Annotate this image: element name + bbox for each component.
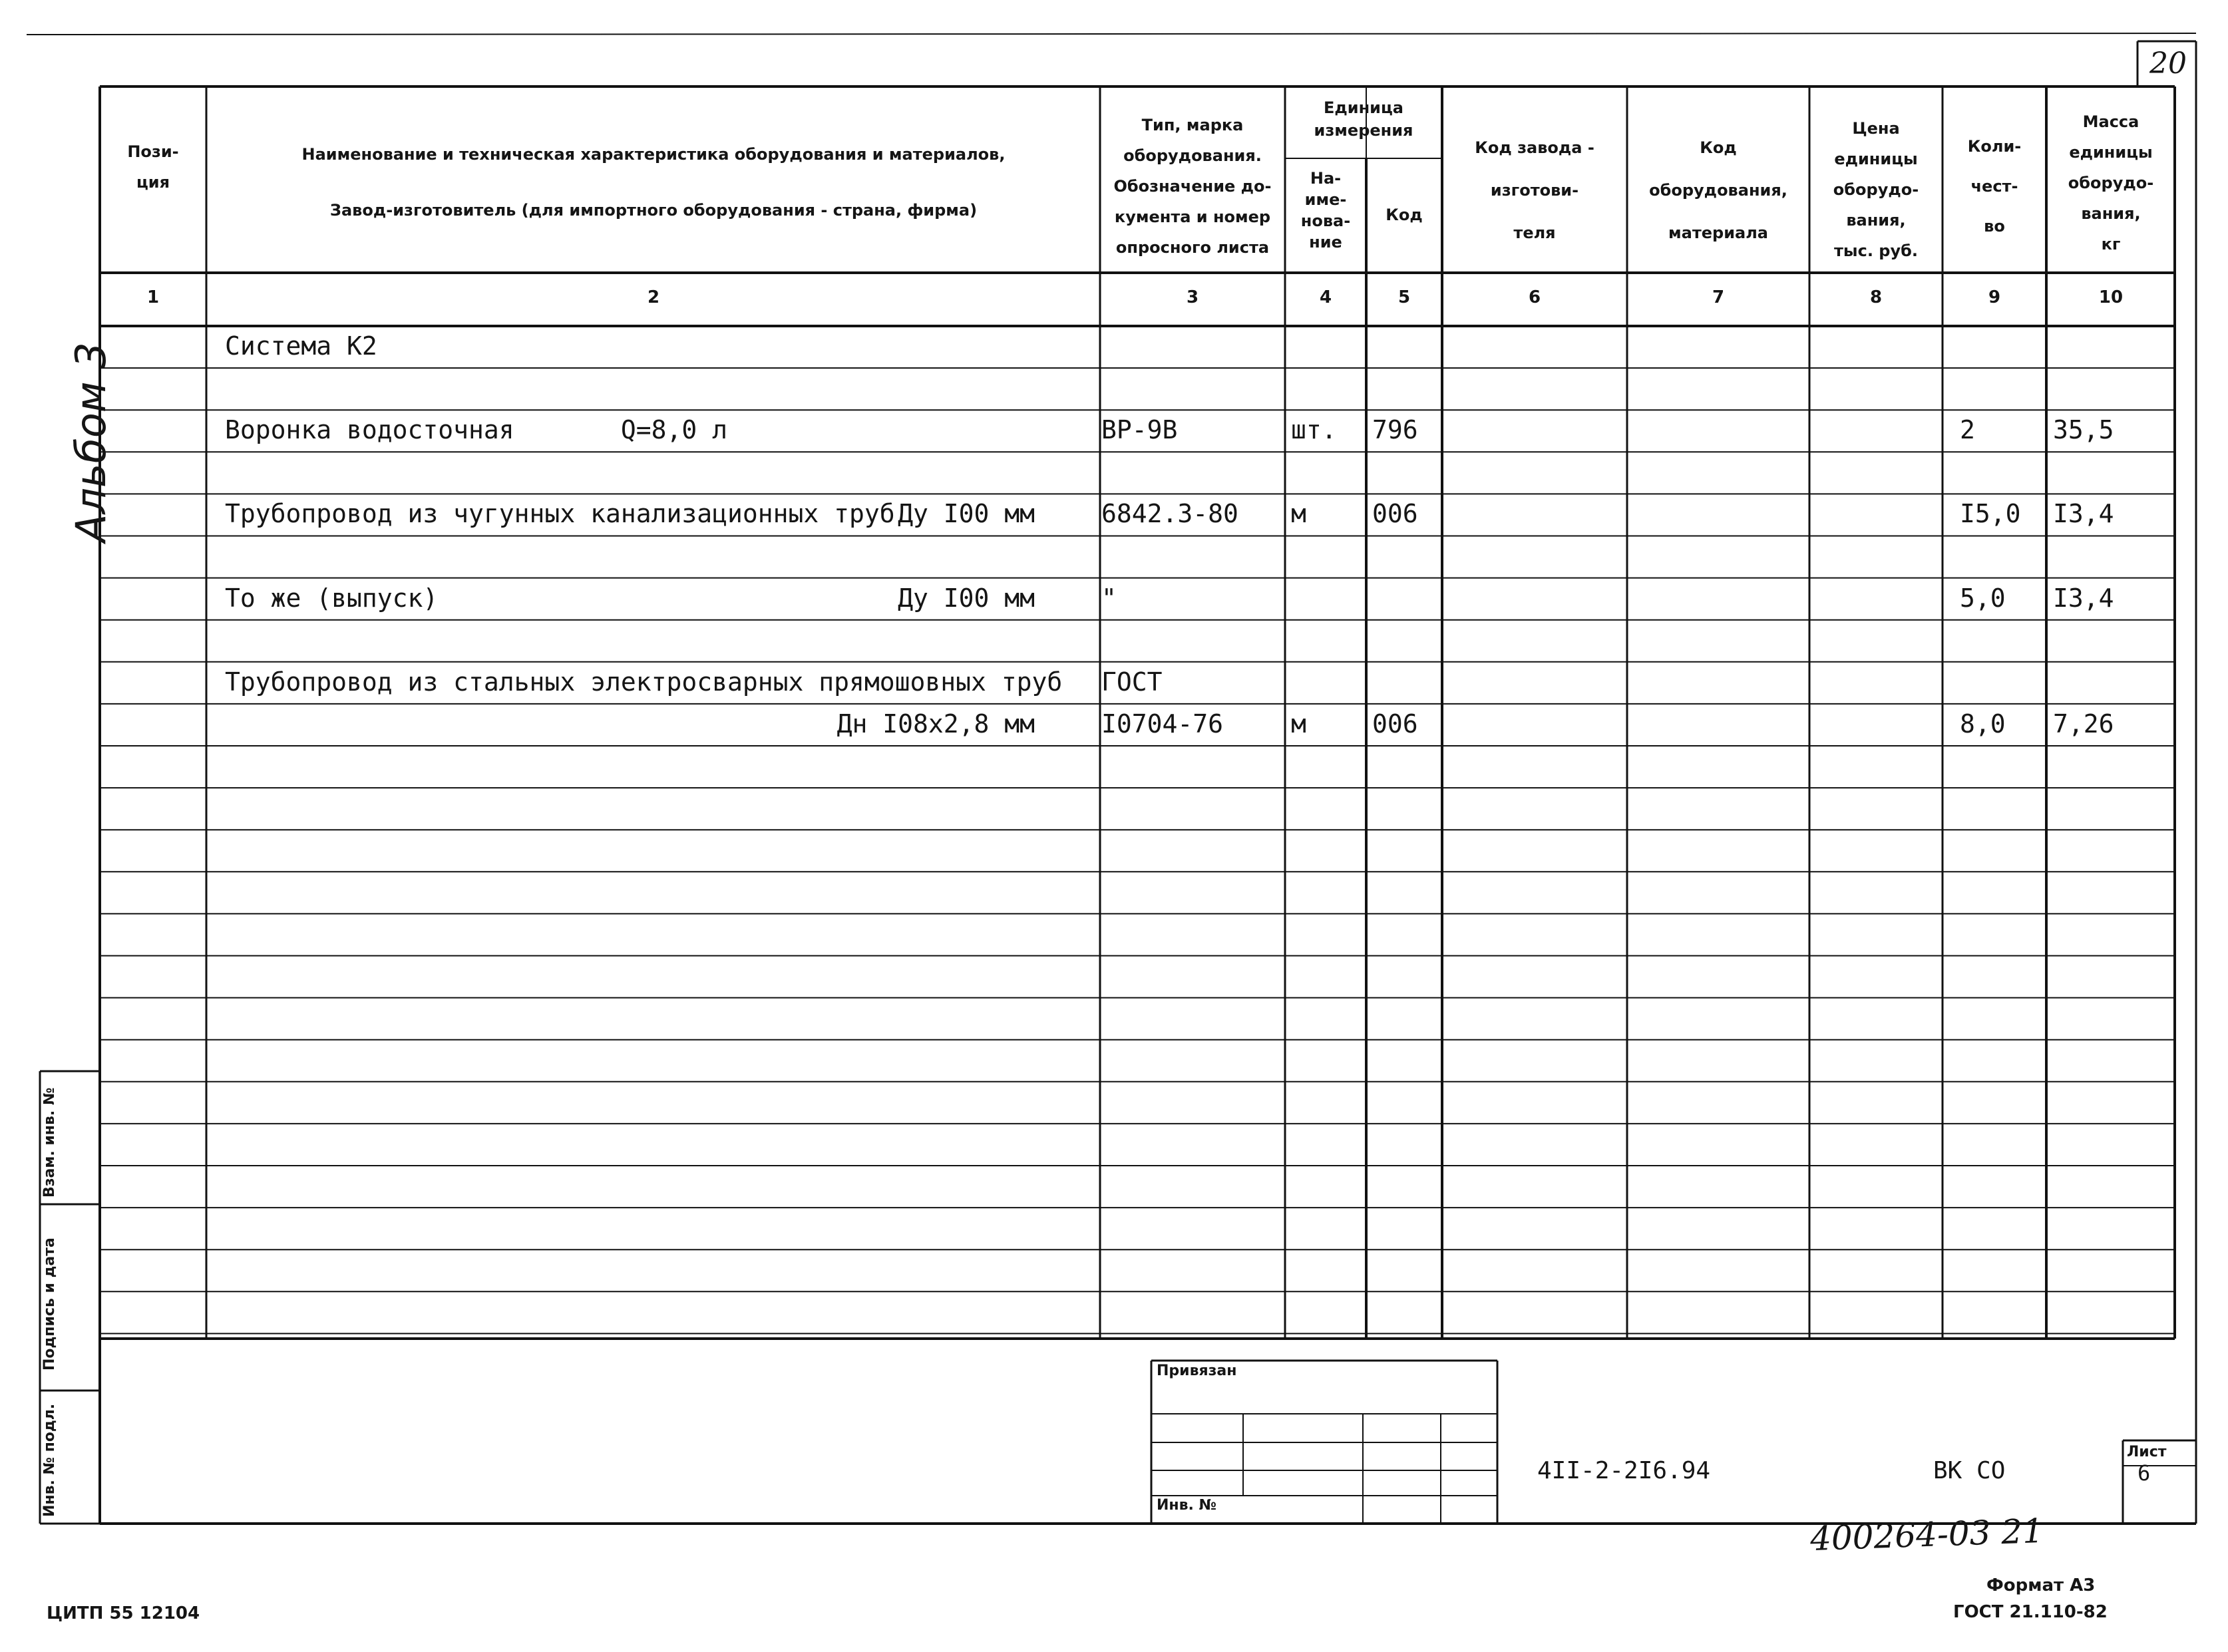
footer-left-code: ЦИТП 55 12104	[47, 1603, 200, 1623]
row-name-right: Дн I08x2,8 мм	[836, 709, 1035, 739]
header-quantity: Коли- чест- во	[1967, 137, 2022, 236]
row-name: То же (выпуск)	[225, 583, 439, 613]
header-price: Цена единицы оборудо- вания, тыс. руб.	[1833, 119, 1919, 260]
sheet-number: 6	[2137, 1460, 2151, 1486]
header-equipment-code: Код оборудования, материала	[1649, 138, 1787, 242]
sheet-label: Лист	[2127, 1444, 2167, 1460]
header-factory-code: Код завода - изготови- теля	[1475, 138, 1594, 242]
row-quantity: 8,0	[1960, 709, 2006, 739]
column-number: 10	[2098, 287, 2124, 307]
inv-label: Инв. №	[1157, 1497, 1217, 1514]
row-unit: м	[1291, 499, 1306, 529]
row-mass: 35,5	[2053, 415, 2114, 445]
section-code: ВК СО	[1933, 1457, 2006, 1484]
gost-label: ГОСТ 21.110-82	[1953, 1602, 2108, 1622]
header-position: Пози- ция	[127, 142, 179, 192]
column-number: 9	[1988, 287, 2001, 307]
row-type: "	[1101, 583, 1117, 613]
row-quantity: I5,0	[1960, 499, 2021, 529]
column-number: 5	[1397, 287, 1411, 307]
row-unit-code: 006	[1372, 709, 1418, 739]
row-unit-code: 006	[1372, 499, 1418, 529]
row-type: ВР-9В	[1101, 415, 1178, 445]
bound-label: Привязан	[1157, 1363, 1237, 1379]
row-name: Трубопровод из чугунных канализационных труб	[225, 499, 895, 529]
column-number: 7	[1712, 287, 1725, 307]
row-name: Трубопровод из стальных электросварных прямошовных труб	[225, 667, 1063, 697]
header-name: Наименование и техническая характеристика оборудования и материалов, Завод-изготовитель (для импортного оборудования - страна, фирма)	[301, 145, 1006, 220]
row-mass: 7,26	[2053, 709, 2114, 739]
sheet-corner-number: 20	[2149, 47, 2187, 81]
row-name: Воронка водосточная Q=8,0 л	[225, 415, 727, 445]
header-type: Тип, марка оборудования. Обозначение до- кумента и номер опросного листа	[1113, 116, 1272, 257]
row-unit: м	[1291, 709, 1306, 739]
inv-orig-label: Инв. № подл.	[41, 1403, 58, 1517]
row-type: ГОСТ	[1101, 667, 1163, 697]
header-unit: Единица измерения	[1314, 98, 1413, 140]
row-mass: I3,4	[2053, 583, 2114, 613]
row-unit-code: 796	[1372, 415, 1418, 445]
format-label: Формат А3	[1986, 1575, 2096, 1595]
header-mass: Масса единицы оборудо- вания, кг	[2068, 112, 2154, 253]
designation: 4II-2-2I6.94	[1537, 1457, 1711, 1484]
row-quantity: 5,0	[1960, 583, 2006, 613]
column-number: 4	[1319, 287, 1332, 307]
row-name-right: Ду I00 мм	[898, 583, 1035, 613]
row-name: Система К2	[225, 331, 377, 361]
header-unit-name: На- име- нова- ние	[1300, 169, 1351, 251]
column-number: 8	[1869, 287, 1883, 307]
row-type: 6842.3-80	[1101, 499, 1238, 529]
signature-date-label: Подпись и дата	[41, 1238, 58, 1371]
column-number: 1	[146, 287, 160, 307]
column-number: 2	[647, 287, 660, 307]
column-number: 3	[1186, 287, 1199, 307]
album-label: Альбом 3	[67, 342, 115, 542]
row-mass: I3,4	[2053, 499, 2114, 529]
header-unit-code: Код	[1386, 206, 1423, 224]
replace-inv-label: Взам. инв. №	[41, 1087, 58, 1198]
row-unit: шт.	[1291, 415, 1337, 445]
row-type: I0704-76	[1101, 709, 1224, 739]
row-name-right: Ду I00 мм	[898, 499, 1035, 529]
row-quantity: 2	[1960, 415, 1975, 445]
handwritten-code: 400264-03 21	[1809, 1511, 2044, 1559]
column-number: 6	[1528, 287, 1541, 307]
